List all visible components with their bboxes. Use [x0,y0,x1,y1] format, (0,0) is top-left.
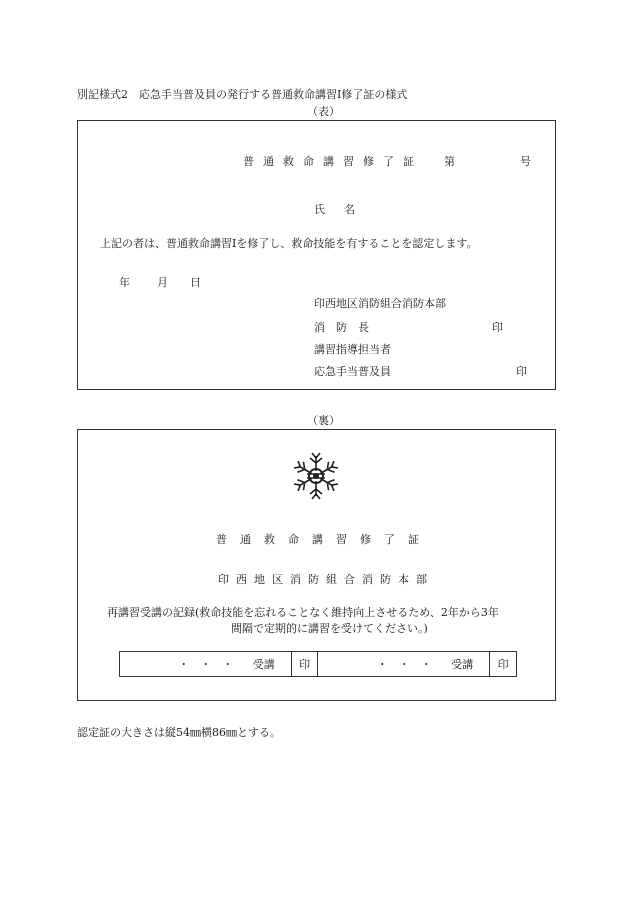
record-cell [120,652,292,677]
back-card [77,429,556,701]
chief-seal: 印 [492,321,503,334]
promoter-seal: 印 [516,365,527,378]
record-dots: ・ ・ ・ [376,658,432,671]
back-org: 印西地区消防組合消防本部 [218,573,434,586]
record-note-line1: 再講習受講の記録(救命技能を忘れることなく維持向上させるため、2年から3年 [107,606,499,619]
size-note: 認定証の大きさは縦54㎜横86㎜とする。 [77,726,281,739]
statement: 上記の者は、普通救命講習Ⅰを修了し、救命技能を有することを認定します。 [100,237,478,250]
instructor-label: 講習指導担当者 [314,343,391,356]
number-suffix: 号 [520,155,531,168]
record-cell [318,652,490,677]
date-month: 月 [157,276,168,289]
record-label: 受講 [451,658,474,671]
front-label: （表） [307,105,340,118]
chief-label: 消 防 長 [314,321,369,334]
record-dots: ・ ・ ・ [178,658,234,671]
re-attendance-record-table [119,651,517,677]
promoter-label: 応急手当普及員 [314,365,391,378]
record-seal: 印 [490,652,517,677]
front-card [77,120,556,390]
record-note-line2: 間隔で定期的に講習を受けてください。) [231,622,428,635]
name-label: 氏 名 [314,203,359,216]
record-label: 受講 [252,658,275,671]
date-year: 年 [119,276,130,289]
table-row [120,652,517,677]
date-day: 日 [190,276,201,289]
document-header: 別記様式2 応急手当普及員の発行する普通救命講習Ⅰ修了証の様式 [77,88,408,101]
fire-department-emblem-icon [291,450,341,502]
back-title: 普通救命講習修了証 [216,533,432,546]
front-org: 印西地区消防組合消防本部 [314,297,446,310]
front-title: 普通救命講習修了証 [243,155,423,168]
record-seal: 印 [291,652,318,677]
number-prefix: 第 [444,155,455,168]
back-label: （裏） [307,414,340,427]
